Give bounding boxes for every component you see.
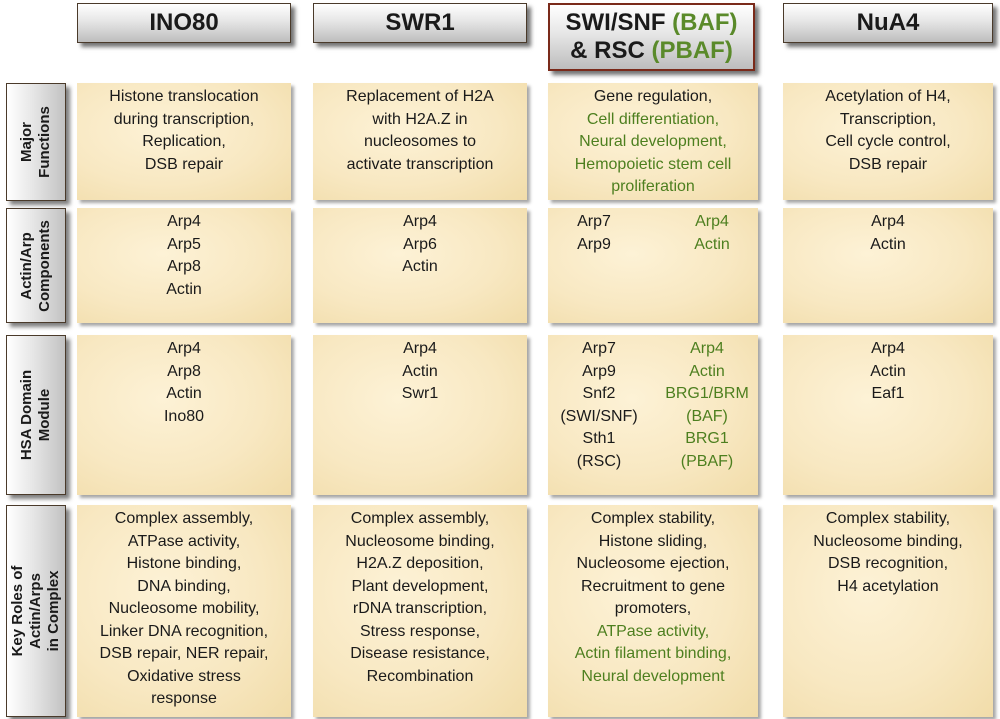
column-header-swisnf-rsc (548, 3, 755, 71)
cell-hsa-swr1: Arp4 Actin Swr1 (313, 335, 527, 495)
baf-label: (BAF) (672, 9, 738, 36)
cell-functions-nua4: Acetylation of H4, Transcription, Cell cycle control, DSB repair (783, 83, 993, 200)
column-header-swr1 (313, 3, 527, 43)
swisnf-mammalian-components: Arp4 Actin (694, 213, 730, 253)
column-header-label: SWR1 (385, 9, 455, 36)
column-header-line-2: & RSC (PBAF) (570, 37, 733, 64)
cell-functions-swr1: Replacement of H2A with H2A.Z in nucleosomes to activate transcription (313, 83, 527, 200)
column-header-nua4 (783, 3, 993, 43)
cell-roles-nua4: Complex stability, Nucleosome binding, DSB recognition, H4 acetylation (783, 505, 993, 717)
column-header-label: NuA4 (856, 9, 920, 36)
cell-roles-ino80: Complex assembly, ATPase activity, Histone binding, DNA binding, Nucleosome mobility, Linker DNA recognition, DSB repair, NER repair, Oxidative stress response (77, 505, 291, 717)
swisnf-yeast-components: Arp7 Arp9 (577, 213, 611, 253)
column-header-line-1: SWI/SNF (BAF) (565, 9, 738, 36)
cell-functions-swisnf: Gene regulation, Cell differentiation, Neural development, Hemopoietic stem cell proliferation (548, 83, 758, 200)
pbaf-label: (PBAF) (651, 37, 733, 64)
cell-components-nua4: Arp4 Actin (783, 208, 993, 323)
cell-roles-swisnf: Complex stability, Histone sliding, Nucleosome ejection, Recruitment to gene promoters, ATPase activity, Actin filament binding, Neural development (548, 505, 758, 717)
cell-components-ino80: Arp4 Arp5 Arp8 Actin (77, 208, 291, 323)
row-header-major-functions: Major Functions (6, 83, 66, 201)
row-header-hsa-domain-module: HSA Domain Module (6, 335, 66, 495)
column-header-label: INO80 (149, 9, 219, 36)
cell-hsa-swisnf (548, 335, 758, 495)
cell-components-swr1: Arp4 Arp6 Actin (313, 208, 527, 323)
row-header-key-roles: Key Roles of Actin/Arps in Complex (6, 505, 66, 717)
swisnf-mammalian-hsa: Arp4 Actin BRG1/BRM (BAF) BRG1 (PBAF) (665, 340, 749, 470)
cell-hsa-nua4: Arp4 Actin Eaf1 (783, 335, 993, 495)
column-header-ino80 (77, 3, 291, 43)
cell-components-swisnf (548, 208, 758, 323)
cell-hsa-ino80: Arp4 Arp8 Actin Ino80 (77, 335, 291, 495)
cell-functions-ino80: Histone translocation during transcription, Replication, DSB repair (77, 83, 291, 200)
row-header-actin-arp-components: Actin/Arp Components (6, 208, 66, 323)
swisnf-yeast-hsa: Arp7 Arp9 Snf2 (SWI/SNF) Sth1 (RSC) (560, 340, 638, 470)
cell-roles-swr1: Complex assembly, Nucleosome binding, H2A.Z deposition, Plant development, rDNA transcription, Stress response, Disease resistance, Recombination (313, 505, 527, 717)
